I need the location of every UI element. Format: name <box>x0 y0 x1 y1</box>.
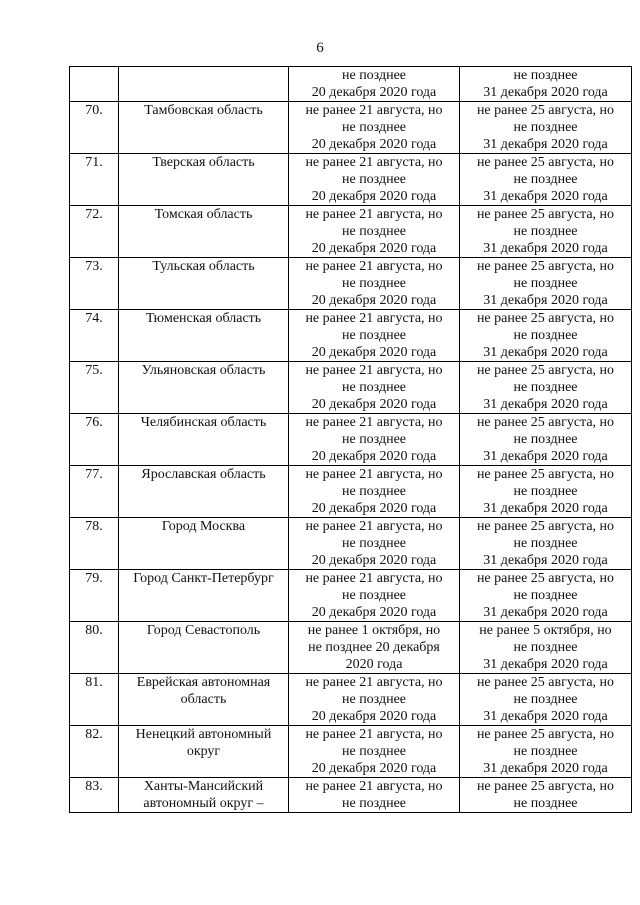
start-deadline-text: не ранее 21 августа, но не позднее 20 декабря 2020 года <box>305 207 443 256</box>
start-deadline-cell <box>289 258 460 310</box>
end-deadline-text: не ранее 25 августа, но не позднее <box>476 779 615 811</box>
row-number-cell <box>70 414 119 466</box>
end-deadline-text: не ранее 25 августа, но не позднее 31 декабря 2020 года <box>476 467 615 516</box>
regions-schedule-table <box>69 66 632 813</box>
region-cell <box>119 67 289 102</box>
end-deadline-text: не ранее 25 августа, но не позднее 31 декабря 2020 года <box>476 519 615 568</box>
row-number: 73. <box>85 259 103 274</box>
row-number-cell <box>70 778 119 813</box>
start-deadline-cell <box>289 570 460 622</box>
region-cell <box>119 518 289 570</box>
row-number-cell <box>70 310 119 362</box>
end-deadline-text: не ранее 25 августа, но не позднее 31 декабря 2020 года <box>476 571 615 620</box>
region-name: Ярославская область <box>141 467 266 482</box>
table-row <box>70 518 632 570</box>
row-number-cell <box>70 258 119 310</box>
region-cell <box>119 778 289 813</box>
start-deadline-text: не ранее 21 августа, но не позднее 20 декабря 2020 года <box>305 519 443 568</box>
row-number: 75. <box>85 363 103 378</box>
start-deadline-text: не ранее 21 августа, но не позднее 20 декабря 2020 года <box>305 727 443 776</box>
end-deadline-text: не ранее 25 августа, но не позднее 31 декабря 2020 года <box>476 103 615 152</box>
region-cell <box>119 570 289 622</box>
region-cell <box>119 414 289 466</box>
end-deadline-cell <box>460 674 632 726</box>
region-name: Томская область <box>154 207 253 222</box>
start-deadline-cell <box>289 518 460 570</box>
start-deadline-cell <box>289 622 460 674</box>
region-name: Еврейская автономная область <box>136 675 271 707</box>
start-deadline-text: не ранее 21 августа, но не позднее 20 декабря 2020 года <box>305 415 443 464</box>
table-row <box>70 67 632 102</box>
row-number: 82. <box>85 727 103 742</box>
table-row <box>70 622 632 674</box>
end-deadline-text: не ранее 5 октября, но не позднее 31 декабря 2020 года <box>479 623 612 672</box>
start-deadline-text: не ранее 21 августа, но не позднее 20 декабря 2020 года <box>305 103 443 152</box>
row-number: 77. <box>85 467 103 482</box>
region-name: Ненецкий автономный округ <box>135 727 272 759</box>
start-deadline-cell <box>289 674 460 726</box>
end-deadline-text: не ранее 25 августа, но не позднее 31 декабря 2020 года <box>476 259 615 308</box>
row-number-cell <box>70 622 119 674</box>
start-deadline-text: не ранее 1 октября, но не позднее 20 декабря 2020 года <box>307 623 441 672</box>
end-deadline-text: не ранее 25 августа, но не позднее 31 декабря 2020 года <box>476 311 615 360</box>
page-number: 6 <box>316 40 324 56</box>
table-row <box>70 362 632 414</box>
end-deadline-text: не ранее 25 августа, но не позднее 31 декабря 2020 года <box>476 207 615 256</box>
row-number: 71. <box>85 155 103 170</box>
region-name: Тюменская область <box>145 311 262 326</box>
start-deadline-cell <box>289 102 460 154</box>
start-deadline-text: не ранее 21 августа, но не позднее 20 декабря 2020 года <box>305 363 443 412</box>
row-number: 81. <box>85 675 103 690</box>
table-row <box>70 674 632 726</box>
row-number: 74. <box>85 311 103 326</box>
region-name: Город Москва <box>161 519 246 534</box>
end-deadline-cell <box>460 570 632 622</box>
end-deadline-text: не ранее 25 августа, но не позднее 31 декабря 2020 года <box>476 155 615 204</box>
region-cell <box>119 258 289 310</box>
start-deadline-text: не ранее 21 августа, но не позднее 20 декабря 2020 года <box>305 259 443 308</box>
end-deadline-cell <box>460 102 632 154</box>
row-number-cell <box>70 102 119 154</box>
row-number: 79. <box>85 571 103 586</box>
row-number: 78. <box>85 519 103 534</box>
region-name: Город Севастополь <box>146 623 261 638</box>
row-number: 76. <box>85 415 103 430</box>
start-deadline-cell <box>289 362 460 414</box>
region-cell <box>119 310 289 362</box>
start-deadline-cell <box>289 466 460 518</box>
row-number-cell <box>70 518 119 570</box>
table-row <box>70 726 632 778</box>
region-name: Город Санкт-Петербург <box>133 571 274 586</box>
end-deadline-text: не ранее 25 августа, но не позднее 31 декабря 2020 года <box>476 675 615 724</box>
table-row <box>70 310 632 362</box>
start-deadline-text: не позднее 20 декабря 2020 года <box>311 68 437 100</box>
table-row <box>70 570 632 622</box>
region-name: Челябинская область <box>140 415 267 430</box>
row-number: 83. <box>85 779 103 794</box>
end-deadline-cell <box>460 622 632 674</box>
row-number-cell <box>70 362 119 414</box>
row-number: 70. <box>85 103 103 118</box>
region-cell <box>119 154 289 206</box>
end-deadline-text: не ранее 25 августа, но не позднее 31 декабря 2020 года <box>476 727 615 776</box>
row-number-cell <box>70 154 119 206</box>
row-number-cell <box>70 674 119 726</box>
start-deadline-cell <box>289 778 460 813</box>
start-deadline-text: не ранее 21 августа, но не позднее 20 декабря 2020 года <box>305 311 443 360</box>
region-cell <box>119 674 289 726</box>
end-deadline-cell <box>460 414 632 466</box>
end-deadline-cell <box>460 206 632 258</box>
start-deadline-cell <box>289 310 460 362</box>
start-deadline-text: не ранее 21 августа, но не позднее 20 декабря 2020 года <box>305 675 443 724</box>
start-deadline-cell <box>289 726 460 778</box>
table-row <box>70 778 632 813</box>
start-deadline-cell <box>289 414 460 466</box>
region-name: Тульская область <box>152 259 255 274</box>
end-deadline-cell <box>460 310 632 362</box>
end-deadline-cell <box>460 726 632 778</box>
end-deadline-cell <box>460 518 632 570</box>
row-number: 80. <box>85 623 103 638</box>
start-deadline-cell <box>289 206 460 258</box>
region-cell <box>119 726 289 778</box>
end-deadline-cell <box>460 67 632 102</box>
row-number-cell <box>70 206 119 258</box>
table-row <box>70 154 632 206</box>
end-deadline-cell <box>460 362 632 414</box>
table-row <box>70 414 632 466</box>
row-number-cell <box>70 67 119 102</box>
region-name: Тверская область <box>152 155 255 170</box>
region-name: Тамбовская область <box>144 103 263 118</box>
start-deadline-text: не ранее 21 августа, но не позднее <box>305 779 443 811</box>
start-deadline-text: не ранее 21 августа, но не позднее 20 декабря 2020 года <box>305 571 443 620</box>
start-deadline-cell <box>289 154 460 206</box>
start-deadline-cell <box>289 67 460 102</box>
region-cell <box>119 362 289 414</box>
region-cell <box>119 466 289 518</box>
region-name: Ханты-Мансийский автономный округ – <box>143 779 264 811</box>
end-deadline-cell <box>460 258 632 310</box>
end-deadline-cell <box>460 778 632 813</box>
row-number-cell <box>70 570 119 622</box>
region-cell <box>119 206 289 258</box>
table-body <box>70 67 632 813</box>
table-row <box>70 206 632 258</box>
end-deadline-text: не ранее 25 августа, но не позднее 31 декабря 2020 года <box>476 363 615 412</box>
region-cell <box>119 622 289 674</box>
end-deadline-text: не позднее 31 декабря 2020 года <box>483 68 608 100</box>
row-number: 72. <box>85 207 103 222</box>
end-deadline-cell <box>460 466 632 518</box>
end-deadline-text: не ранее 25 августа, но не позднее 31 декабря 2020 года <box>476 415 615 464</box>
row-number-cell <box>70 726 119 778</box>
start-deadline-text: не ранее 21 августа, но не позднее 20 декабря 2020 года <box>305 155 443 204</box>
row-number-cell <box>70 466 119 518</box>
table-row <box>70 102 632 154</box>
table-row <box>70 258 632 310</box>
end-deadline-cell <box>460 154 632 206</box>
start-deadline-text: не ранее 21 августа, но не позднее 20 декабря 2020 года <box>305 467 443 516</box>
region-name: Ульяновская область <box>141 363 266 378</box>
region-cell <box>119 102 289 154</box>
table-row <box>70 466 632 518</box>
